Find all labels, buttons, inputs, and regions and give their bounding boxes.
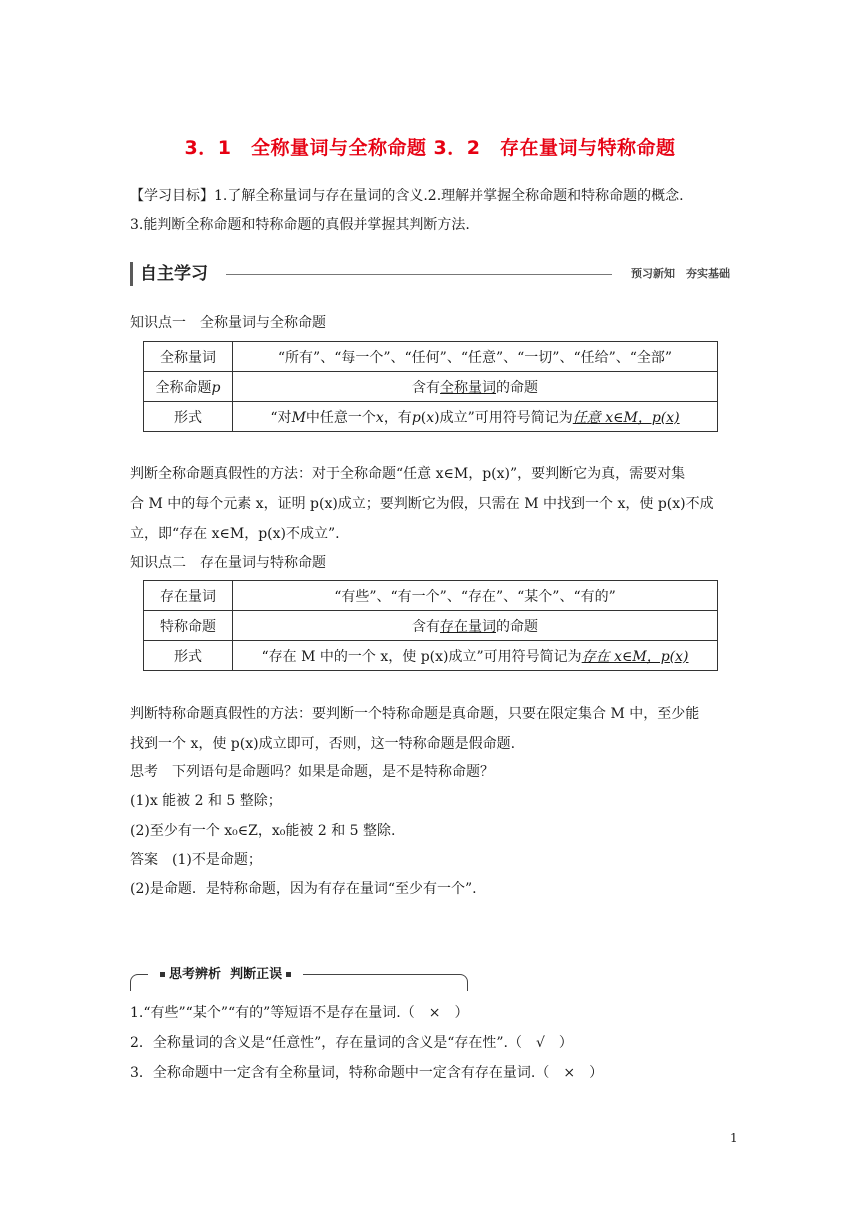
table-cell bbox=[233, 372, 718, 402]
knowledge-point-2-heading: 知识点二 存在量词与特称命题 bbox=[130, 555, 326, 571]
variable: p bbox=[211, 379, 221, 396]
cell-text: 的命题 bbox=[496, 379, 538, 396]
judge1-line2: 合 M 中的每个元素 x，证明 p(x)成立；要判断它为假，只需在 M 中找到一个 x，使 p(x)不成 bbox=[130, 496, 714, 512]
judgment-item-2: 2．全称量词的含义是“任意性”，存在量词的含义是“存在性”.（ √ ） bbox=[130, 1035, 573, 1051]
cell-text: “存在 M 中的一个 x，使 p(x)成立”可用符号简记为 bbox=[261, 648, 582, 665]
page-number: 1 bbox=[730, 1131, 738, 1145]
knowledge-table-2 bbox=[143, 580, 718, 671]
discrimination-label bbox=[148, 966, 303, 984]
judge1-line3: 立，即“存在 x∈M，p(x)不成立”. bbox=[130, 526, 340, 542]
variable: x bbox=[426, 409, 435, 426]
objective-text-1: 1.了解全称量词与存在量词的含义.2.理解并掌握全称命题和特称命题的概念. bbox=[214, 188, 684, 204]
variable: x bbox=[375, 409, 384, 426]
underlined-term: 全称量词 bbox=[440, 379, 496, 396]
section-marker bbox=[130, 262, 133, 286]
judge2-line1: 判断特称命题真假性的方法：要判断一个特称命题是真命题，只要在限定集合 M 中，至少能 bbox=[130, 706, 700, 722]
cell-text: )成立”可用符号简记为 bbox=[434, 409, 573, 426]
box-label-right: 判断正误 bbox=[230, 967, 283, 982]
cell-text: ( bbox=[420, 409, 427, 426]
table-row bbox=[144, 402, 718, 432]
square-bullet-icon bbox=[286, 972, 291, 977]
knowledge-table-1 bbox=[143, 341, 718, 432]
variable: p bbox=[411, 409, 421, 426]
learning-objective-line2: 3.能判断全称命题和特称命题的真假并掌握其判断方法. bbox=[130, 217, 470, 233]
variable: M bbox=[291, 409, 306, 426]
cell-text: 含有 bbox=[412, 618, 440, 635]
learning-objective-line1 bbox=[130, 186, 684, 206]
section-subtitle: 预习新知 夯实基础 bbox=[631, 267, 730, 280]
underlined-term: 存在 x∈M，p(x) bbox=[581, 648, 689, 665]
cell-text: 含有 bbox=[412, 379, 440, 396]
judge2-line2: 找到一个 x，使 p(x)成立即可，否则，这一特称命题是假命题. bbox=[130, 736, 516, 752]
objective-tag: 【学习目标】 bbox=[130, 188, 214, 204]
cell-text: “对 bbox=[270, 409, 292, 426]
section-rule bbox=[226, 274, 612, 275]
underlined-term: 任意 x∈M，p(x) bbox=[572, 409, 680, 426]
table-cell: “所有”、“每一个”、“任何”、“任意”、“一切”、“任给”、“全部” bbox=[233, 342, 718, 372]
page-title: 3．1 全称量词与全称命题 3．2 存在量词与特称命题 bbox=[184, 137, 676, 159]
table-cell-head: 全称量词 bbox=[144, 342, 233, 372]
table-cell bbox=[233, 611, 718, 641]
judgment-item-3: 3．全称命题中一定含有全称量词，特称命题中一定含有存在量词.（ × ） bbox=[130, 1065, 604, 1081]
table-row bbox=[144, 342, 718, 372]
table-row bbox=[144, 581, 718, 611]
knowledge-point-1-heading: 知识点一 全称量词与全称命题 bbox=[130, 315, 326, 331]
table-cell-head: 存在量词 bbox=[144, 581, 233, 611]
table-cell: “有些”、“有一个”、“存在”、“某个”、“有的” bbox=[233, 581, 718, 611]
table-cell-head: 特称命题 bbox=[144, 611, 233, 641]
table-row bbox=[144, 641, 718, 671]
box-label-left: 思考辨析 bbox=[169, 967, 222, 982]
table-cell-head: 形式 bbox=[144, 641, 233, 671]
answer-2: (2)是命题．是特称命题，因为有存在量词“至少有一个”. bbox=[130, 881, 477, 897]
cell-text: 中任意一个 bbox=[305, 409, 376, 426]
cell-text: ，有 bbox=[383, 409, 412, 426]
think-item-2: (2)至少有一个 x₀∈Z，x₀能被 2 和 5 整除. bbox=[130, 823, 396, 839]
table-row bbox=[144, 372, 718, 402]
underlined-term: 存在量词 bbox=[440, 618, 496, 635]
table-cell bbox=[233, 641, 718, 671]
section-label: 自主学习 bbox=[140, 264, 208, 284]
cell-text: 的命题 bbox=[496, 618, 538, 635]
square-bullet-icon bbox=[160, 972, 165, 977]
table-row bbox=[144, 611, 718, 641]
table-cell-head: 形式 bbox=[144, 402, 233, 432]
cell-text: 全称命题 bbox=[155, 379, 212, 396]
think-item-1: (1)x 能被 2 和 5 整除； bbox=[130, 793, 282, 809]
section-header bbox=[130, 262, 730, 286]
table-cell bbox=[233, 402, 718, 432]
table-cell-head bbox=[144, 372, 233, 402]
judge1-line1: 判断全称命题真假性的方法：对于全称命题“任意 x∈M，p(x)”，要判断它为真，需要对集 bbox=[130, 466, 686, 482]
answer-1: 答案 (1)不是命题； bbox=[130, 852, 262, 868]
think-question: 思考 下列语句是命题吗？如果是命题，是不是特称命题？ bbox=[130, 764, 494, 780]
judgment-item-1: 1.“有些”“某个”“有的”等短语不是存在量词.（ × ） bbox=[130, 1005, 469, 1021]
